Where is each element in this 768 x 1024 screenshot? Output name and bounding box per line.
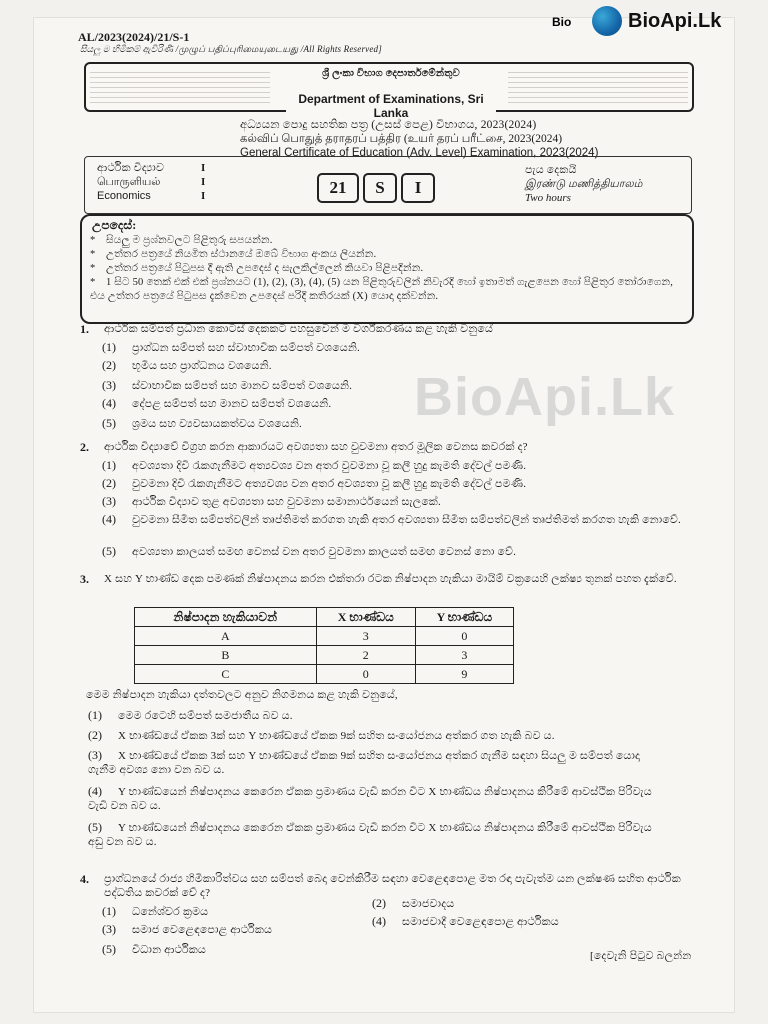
option-text: වුවමනා සීමිත සම්පත්වලින් තෘප්තිමත් කරගත හැකි අතර අවශ්‍යතා සීමිත සම්පත්වලින් තෘප්තිමත් කරගත හැකි නොවේ.	[132, 514, 681, 526]
instruction-item	[90, 234, 686, 248]
logo-text: BioApi.Lk	[628, 10, 722, 32]
table-cell: C	[135, 665, 317, 684]
paper-number: I	[201, 162, 206, 174]
option: (1) අවශ්‍යතා දිවි රැකගැනීමට අත්‍යවශ්‍ය වන අතර වුවමනා වූ කලී හුදු කැමති දේවල් පමණි.	[102, 458, 527, 472]
table-cell: 0	[415, 627, 513, 646]
instruction-text: උත්තර පත්‍රයේ නියමිත ස්ථානයේ ඔබේ විභාග අංකය ලියන්න.	[106, 249, 377, 260]
table-cell: 3	[415, 646, 513, 665]
instruction-text: සියලු ම ප්‍රශ්නවලට පිළිතුරු සපයන්න.	[106, 235, 273, 246]
column-header: නිෂ්පාදන හැකියාවන්	[135, 608, 317, 627]
option: (2) X භාණ්ඩයේ ඒකක 3ක් සහ Y භාණ්ඩයේ ඒකක 9ක් සහිත සංයෝජනය අත්කර ගත හැකි බව ය.	[88, 728, 555, 742]
medium-code-box: S	[363, 173, 397, 203]
option-text: Y භාණ්ඩයෙන් නිෂ්පාදනය කෙරෙන ඒකක ප්‍රමාණය වැඩි කරන විට X භාණ්ඩය නිෂ්පාදනය කිරීමේ ආවස්ථික පිරිවැය අඩු වන බව ය.	[88, 822, 652, 848]
production-possibilities-table	[134, 607, 514, 684]
instruction-item	[90, 248, 686, 262]
option-text: සමාජවාදී වෙළෙඳපොළ ආර්ථිකය	[402, 916, 559, 928]
dept-sinhala-line: ශ්‍රී ලංකා විභාග දෙපාර්තමේන්තුව	[322, 68, 460, 79]
option: (5) Y භාණ්ඩයෙන් නිෂ්පාදනය කෙරෙන ඒකක ප්‍රමාණය වැඩි කරන විට X භාණ්ඩය නිෂ්පාදනය කිරීමේ ආවස්ථික පිරිවැය අඩු වන බව ය.	[88, 820, 652, 848]
department-title: Department of Examinations, Sri Lanka	[286, 92, 496, 120]
option: (5) විධාන ආර්ථිකය	[102, 942, 207, 956]
option: (5) අවශ්‍යතා කාලයත් සමඟ වෙනස් වන අතර වුවමනා කාලයත් සමඟ වෙනස් නො වේ.	[102, 544, 517, 558]
option-text: සමාජවාදය	[402, 898, 455, 910]
exam-title-sinhala: අධ්‍යයන පොදු සහතික පත්‍ර (උසස් පෙළ) විභාගය, 2023(2024)	[240, 119, 537, 131]
table-cell: A	[135, 627, 317, 646]
paper-code: AL/2023(2024)/21/S-1	[78, 30, 190, 44]
option-text: සමාජ වෙළෙඳපොළ ආර්ථිකය	[132, 924, 273, 936]
column-header: Y භාණ්ඩය	[415, 608, 513, 627]
exam-title-block	[240, 118, 598, 160]
asterisk-icon: *	[90, 249, 96, 260]
option-text: විධාන ආර්ථිකය	[132, 944, 207, 956]
instruction-item	[90, 276, 686, 304]
table-header-row	[135, 608, 514, 627]
option-text: භූමිය සහ ප්‍රාග්ධනය වශයෙනි.	[132, 360, 272, 372]
exam-title-tamil: கல்விப் பொதுத் தராதரப் பத்திர (உயர் தரப் பரீட்சை, 2023(2024)	[240, 133, 563, 145]
exam-title-english: General Certificate of Education (Adv. Level) Examination, 2023(2024)	[240, 147, 599, 159]
question-number: 1.	[80, 322, 89, 336]
option-text: Y භාණ්ඩයෙන් නිෂ්පාදනය කෙරෙන ඒකක ප්‍රමාණය වැඩි කරන විට X භාණ්ඩය නිෂ්පාදනය කිරීමේ ආවස්ථික පිරිවැය වැඩි වන බව ය.	[88, 786, 652, 812]
table-cell: 9	[415, 665, 513, 684]
subject-sinhala: ආර්ථික විද්‍යාව	[97, 162, 165, 174]
department-title-sinhala	[286, 68, 496, 88]
option-text: ධනේශ්වර ක්‍රමය	[132, 906, 209, 918]
paper-number: I	[201, 190, 206, 202]
instructions-box	[80, 214, 694, 324]
subject-paper-numbers	[201, 161, 205, 203]
table-row	[135, 646, 514, 665]
option: (3) ස්වාභාවික සම්පත් සහ මානව සම්පත් වශයෙනි.	[102, 378, 353, 392]
option-text: මෙම රටෙහි සම්පත් සමජාතීය බව ය.	[118, 710, 293, 722]
header-stripes-left	[90, 68, 270, 106]
logo-globe-icon	[592, 6, 622, 36]
next-page-note: [දෙවැනි පිටුව බලන්න	[590, 950, 692, 962]
duration-sinhala: පැය දෙකයි	[525, 164, 577, 176]
asterisk-icon: *	[90, 263, 96, 274]
rights-notice: සියලු ම හිමිකම් ඇවිරිණි /முழுப் பதிப்புரிமையுடையது /All Rights Reserved]	[80, 44, 382, 54]
table-cell: 0	[316, 665, 415, 684]
option: (2) වුවමනා දිවි රැකගැනීමට අත්‍යවශ්‍ය වන අතර අවශ්‍යතා වූ කලී හුදු කැමති දේවල් පමණි.	[102, 476, 527, 490]
duration-english: Two hours	[525, 192, 571, 204]
instruction-item	[90, 262, 686, 276]
duration-tamil: இரண்டு மணித்தியாலம்	[525, 178, 643, 190]
table-cell: 2	[316, 646, 415, 665]
option: (3) සමාජ වෙළෙඳපොළ ආර්ථිකය	[102, 922, 273, 936]
subject-tamil: பொருளியல்	[97, 176, 161, 188]
watermark: BioApi.Lk	[414, 367, 675, 427]
option-text: ආර්ථික විද්‍යාව තුළ අවශ්‍යතා සහ වුවමනා සමානාර්ථයෙන් සැලකේ.	[132, 496, 441, 508]
option: (1) ප්‍රාග්ධන සම්පත් සහ ස්වාභාවික සම්පත් වශයෙනි.	[102, 340, 360, 354]
option: (4) දේපළ සම්පත් සහ මානව සම්පත් වශයෙනි.	[102, 396, 332, 410]
option: (5) ශ්‍රමය සහ ව්‍යවසායකත්වය වශයෙනි.	[102, 416, 302, 430]
subject-names	[97, 161, 164, 203]
option: (4) සමාජවාදී වෙළෙඳපොළ ආර්ථිකය	[372, 914, 559, 928]
table-cell: B	[135, 646, 317, 665]
column-header: X භාණ්ඩය	[316, 608, 415, 627]
option-text: අවශ්‍යතා කාලයත් සමඟ වෙනස් වන අතර වුවමනා කාලයත් සමඟ වෙනස් නො වේ.	[132, 546, 517, 558]
header-stripes-right	[508, 68, 688, 106]
question-text: X සහ Y භාණ්ඩ දෙක පමණක් නිෂ්පාදනය කරන එක්තරා රටක නිෂ්පාදන හැකියා මායිම් වක්‍රයෙහි ලක්ෂ්‍ය තුනක් පහත දැක්වේ.	[104, 573, 677, 585]
question-number: 2.	[80, 440, 89, 454]
option: (3) X භාණ්ඩයේ ඒකක 3ක් සහ Y භාණ්ඩයේ ඒකක 9ක් සහිත සංයෝජනය අත්කර ගැනීම සඳහා සියලු ම සම්පත් යොදා ගැනීම අවශ්‍ය නො වන බව ය.	[88, 748, 641, 776]
option: (2) භූමිය සහ ප්‍රාග්ධනය වශයෙනි.	[102, 358, 272, 372]
question-number: 3.	[80, 572, 89, 586]
question-text: ආර්ථික සම්පත් ප්‍රධාන කොටස් දෙකකට පහසුවෙන් ම වර්ගීකරණය කළ හැකි වනුයේ	[104, 323, 493, 335]
question-text: ප්‍රාග්ධනයේ රාජ්‍ය හිමිකාරිත්වය සහ සම්පත් බෙදා වෙන්කිරීම සඳහා වෙළෙඳපොළ මත රඳා පැවැත්ම යන ලක්ෂණ සහිත ආර්ථික පද්ධතිය කවරක් වේ ද?	[104, 873, 681, 899]
bioapi-logo	[552, 6, 722, 42]
question-text: ආර්ථික විද්‍යාවේ විග්‍රහ කරන ආකාරයට අවශ්‍යතා සහ වුවමනා අතර මූලික වෙනස කවරක් ද?	[104, 441, 528, 453]
table-row	[135, 627, 514, 646]
question-lead: මෙම නිෂ්පාදන හැකියා දත්තවලට අනුව නිගමනය කළ හැකි වනුයේ,	[86, 689, 398, 701]
department-header	[84, 62, 694, 120]
option: (4) වුවමනා සීමිත සම්පත්වලින් තෘප්තිමත් කරගත හැකි අතර අවශ්‍යතා සීමිත සම්පත්වලින් තෘප්තිමත් කරගත හැකි නොවේ.	[102, 512, 681, 526]
instructions-title: උපදෙස්:	[92, 218, 137, 232]
asterisk-icon: *	[90, 235, 96, 246]
paper-number: I	[201, 176, 206, 188]
table-row	[135, 665, 514, 684]
subject-code-box: 21	[317, 173, 359, 203]
duration	[525, 163, 643, 205]
option: (3) ආර්ථික විද්‍යාව තුළ අවශ්‍යතා සහ වුවමනා සමානාර්ථයෙන් සැලකේ.	[102, 494, 441, 508]
instructions-list	[90, 234, 686, 304]
option: (4) Y භාණ්ඩයෙන් නිෂ්පාදනය කෙරෙන ඒකක ප්‍රමාණය වැඩි කරන විට X භාණ්ඩය නිෂ්පාදනය කිරීමේ ආවස්ථික පිරිවැය වැඩි වන බව ය.	[88, 784, 652, 812]
option-text: අවශ්‍යතා දිවි රැකගැනීමට අත්‍යවශ්‍ය වන අතර වුවමනා වූ කලී හුදු කැමති දේවල් පමණි.	[132, 460, 527, 472]
paper-code-box: I	[401, 173, 435, 203]
option-text: ස්වාභාවික සම්පත් සහ මානව සම්පත් වශයෙනි.	[132, 380, 353, 392]
question-number: 4.	[80, 872, 89, 886]
option-text: ප්‍රාග්ධන සම්පත් සහ ස්වාභාවික සම්පත් වශයෙනි.	[132, 342, 360, 354]
instruction-text: 1 සිට 50 තෙක් එක් එක් ප්‍රශ්නයට (1), (2), (3), (4), (5) යන පිළිතුරුවලින් නිවැරදි හෝ ඉතාමත් ගැළපෙන හෝ පිළිතුර තෝරාගෙන, එය උත්තර පත්‍රයේ පිටුපස දැක්වෙන උපදෙස් පරිදි කතිරයක් (X) යොදා දක්වන්න.	[90, 277, 674, 302]
option-text: X භාණ්ඩයේ ඒකක 3ක් සහ Y භාණ්ඩයේ ඒකක 9ක් සහිත සංයෝජනය අත්කර ගත හැකි බව ය.	[118, 730, 555, 742]
logo-small-text: Bio	[552, 15, 572, 29]
option: (1) මෙම රටෙහි සම්පත් සමජාතීය බව ය.	[88, 708, 293, 722]
option-text: X භාණ්ඩයේ ඒකක 3ක් සහ Y භාණ්ඩයේ ඒකක 9ක් සහිත සංයෝජනය අත්කර ගැනීම සඳහා සියලු ම සම්පත් යොදා ගැනීම අවශ්‍ය නො වන බව ය.	[88, 750, 641, 776]
subject-english: Economics	[97, 190, 151, 202]
option-text: වුවමනා දිවි රැකගැනීමට අත්‍යවශ්‍ය වන අතර අවශ්‍යතා වූ කලී හුදු කැමති දේවල් පමණි.	[132, 478, 527, 490]
option-text: ශ්‍රමය සහ ව්‍යවසායකත්වය වශයෙනි.	[132, 418, 302, 430]
table-cell: 3	[316, 627, 415, 646]
instruction-text: උත්තර පත්‍රයේ පිටුපස දී ඇති උපදෙස් ද සැලකිල්ලෙන් කියවා පිළිපදින්න.	[106, 263, 424, 274]
option: (1) ධනේශ්වර ක්‍රමය	[102, 904, 209, 918]
asterisk-icon: *	[90, 277, 96, 288]
option: (2) සමාජවාදය	[372, 896, 455, 910]
option-text: දේපළ සම්පත් සහ මානව සම්පත් වශයෙනි.	[132, 398, 332, 410]
subject-row	[84, 156, 692, 214]
